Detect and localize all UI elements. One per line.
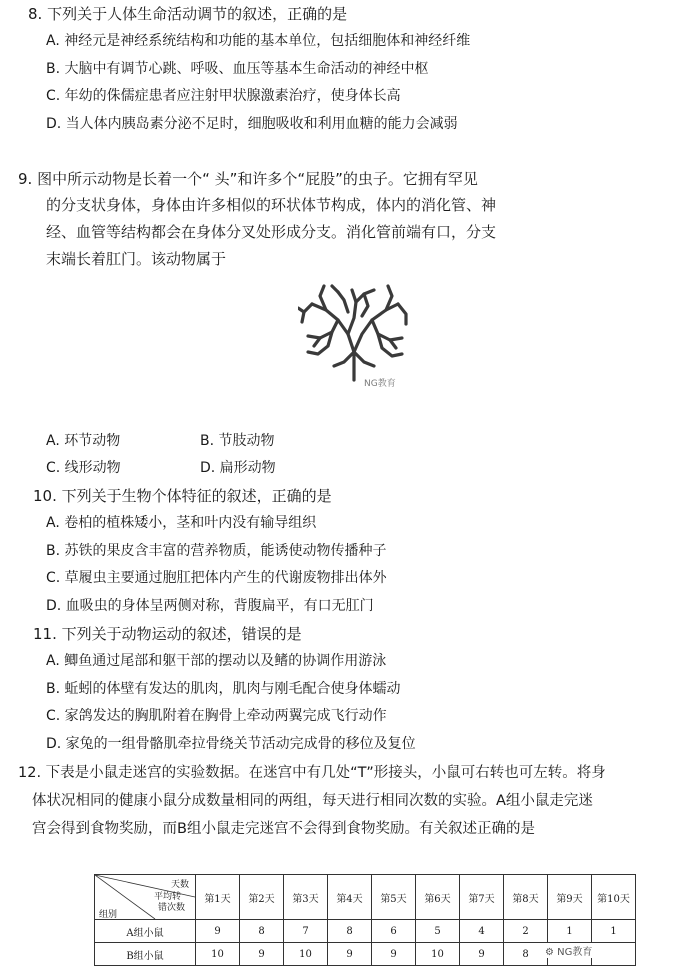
q8-option-d: D. 当人体内胰岛素分泌不足时，细胞吸收和利用血糖的能力会减弱 (46, 116, 458, 132)
table-cell: 9 (196, 920, 240, 943)
table-watermark: ⚙ NG教育 (545, 943, 592, 958)
table-cell: 10 (416, 943, 460, 966)
corner-group-label: 组别 (99, 910, 118, 920)
q12-stem-line2: 体状况相同的健康小鼠分成数量相同的两组，每天进行相同次数的实验。A组小鼠走完迷 (32, 793, 593, 809)
corner-avg-label: 平均转 (153, 892, 181, 902)
day-header: 第2天 (240, 875, 284, 920)
q9-stem-line1: 9. 图中所示动物是长着一个“ 头”和许多个“屁股”的虫子。它拥有罕见 (18, 170, 478, 188)
day-header: 第6天 (416, 875, 460, 920)
q9-stem-line3: 经、血管等结构都会在身体分叉处形成分支。消化管前端有口，分支 (46, 223, 497, 241)
q9-stem-line4: 末端长着肛门。该动物属于 (46, 250, 227, 268)
q12-stem-line1: 12. 下表是小鼠走迷宫的实验数据。在迷宫中有几处“T”形接头，小鼠可右转也可左转。将身 (18, 765, 606, 781)
table-cell: 5 (416, 920, 460, 943)
table-cell: 8 (240, 920, 284, 943)
table-cell: 9 (372, 943, 416, 966)
q10-option-d: D. 血吸虫的身体呈两侧对称，背腹扁平，有口无肛门 (46, 598, 374, 614)
q8-option-a: A. 神经元是神经系统结构和功能的基本单位，包括细胞体和神经纤维 (46, 33, 471, 49)
day-header: 第1天 (196, 875, 240, 920)
corner-errors-label: 错次数 (157, 903, 185, 913)
table-cell: 6 (372, 920, 416, 943)
table-cell: 7 (284, 920, 328, 943)
q11-option-c: C. 家鸽发达的胸肌附着在胸骨上牵动两翼完成飞行动作 (46, 708, 387, 724)
q11-option-a: A. 鲫鱼通过尾部和躯干部的摆动以及鳍的协调作用游泳 (46, 653, 387, 669)
q8-option-c: C. 年幼的侏儒症患者应注射甲状腺激素治疗，使身体长高 (46, 88, 401, 104)
table-cell: 9 (460, 943, 504, 966)
table-cell (592, 943, 636, 966)
q12-stem-line3: 宫会得到食物奖励，而B组小鼠走完迷宫不会得到食物奖励。有关叙述正确的是 (32, 821, 535, 837)
q9-option-a: A. 环节动物 (46, 433, 121, 449)
table-cell: 9 (328, 943, 372, 966)
branching-worm-illustration (298, 282, 410, 386)
q11-option-b: B. 蚯蚓的体壁有发达的肌肉，肌肉与刚毛配合使身体蠕动 (46, 681, 401, 697)
q8-option-b: B. 大脑中有调节心跳、呼吸、血压等基本生命活动的神经中枢 (46, 61, 429, 77)
table-cell: 1 (548, 920, 592, 943)
row-label: B组小鼠 (95, 943, 196, 966)
image-watermark: NG教育 (364, 379, 396, 389)
table-cell: 1 (592, 920, 636, 943)
table-row-group-a (95, 920, 636, 943)
day-header: 第7天 (460, 875, 504, 920)
table-cell: 8 (328, 920, 372, 943)
q10-option-a: A. 卷柏的植株矮小，茎和叶内没有输导组织 (46, 515, 317, 531)
q9-stem-line2: 的分支状身体，身体由许多相似的环状体节构成，体内的消化管、神 (46, 196, 497, 214)
table-cell: 4 (460, 920, 504, 943)
table-cell: 8 (504, 943, 548, 966)
table-cell: 10 (284, 943, 328, 966)
q10-option-c: C. 草履虫主要通过胞肛把体内产生的代谢废物排出体外 (46, 570, 387, 586)
day-header: 第10天 (592, 875, 636, 920)
q10-option-b: B. 苏铁的果皮含丰富的营养物质，能诱使动物传播种子 (46, 543, 387, 559)
table-cell: 9 (240, 943, 284, 966)
day-header: 第4天 (328, 875, 372, 920)
day-header: 第9天 (548, 875, 592, 920)
q8-stem: 8. 下列关于人体生命活动调节的叙述，正确的是 (28, 5, 348, 23)
q9-option-b: B. 节肢动物 (200, 433, 275, 449)
day-header: 第8天 (504, 875, 548, 920)
row-label: A组小鼠 (95, 920, 196, 943)
q9-option-d: D. 扁形动物 (200, 460, 276, 476)
q9-option-c: C. 线形动物 (46, 460, 121, 476)
table-cell: 2 (504, 920, 548, 943)
day-header: 第3天 (284, 875, 328, 920)
table-watermark-text: NG教育 (557, 947, 593, 958)
table-corner-cell (95, 875, 196, 920)
q11-option-d: D. 家兔的一组骨骼肌牵拉骨绕关节活动完成骨的移位及复位 (46, 736, 416, 752)
day-header: 第5天 (372, 875, 416, 920)
table-cell: 10 (196, 943, 240, 966)
q10-stem: 10. 下列关于生物个体特征的叙述，正确的是 (33, 487, 332, 505)
q11-stem: 11. 下列关于动物运动的叙述，错误的是 (33, 625, 302, 643)
table-header-row (95, 875, 636, 920)
corner-days-label: 天数 (170, 880, 189, 890)
